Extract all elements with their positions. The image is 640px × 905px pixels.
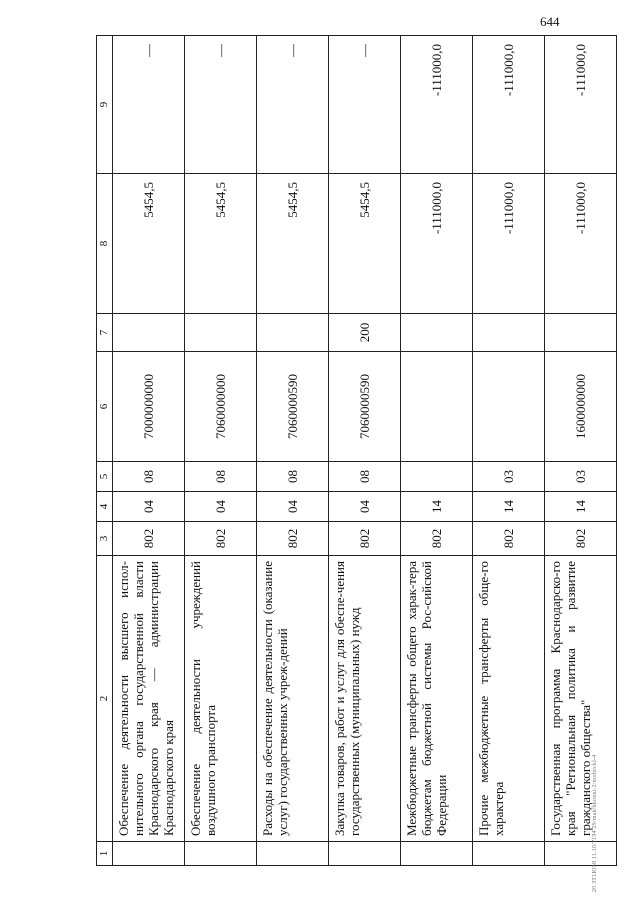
cell-col3: 802 bbox=[113, 522, 185, 556]
cell-col8: 5454,5 bbox=[329, 174, 401, 314]
cell-col8: 5454,5 bbox=[113, 174, 185, 314]
cell-col5: 08 bbox=[113, 462, 185, 492]
cell-col6: 7060000590 bbox=[329, 352, 401, 462]
cell-col7: 200 bbox=[329, 314, 401, 352]
cell-col6 bbox=[473, 352, 545, 462]
table-row bbox=[545, 36, 617, 866]
cell-col9: — bbox=[113, 36, 185, 174]
cell-col5: 03 bbox=[545, 462, 617, 492]
cell-col7 bbox=[545, 314, 617, 352]
cell-description: Расходы на обеспечение деятельности (оказание услуг) государственных учреж-дений bbox=[257, 556, 329, 842]
cell-col6: 7060000590 bbox=[257, 352, 329, 462]
table-row bbox=[113, 36, 185, 866]
column-header-9: 9 bbox=[97, 36, 113, 174]
table-row bbox=[329, 36, 401, 866]
footer-code: 20 ЗТ1Ю58 11.10/7194 29/mak/bkoxni-2/nodieckl-4 bbox=[592, 754, 598, 892]
table-row bbox=[185, 36, 257, 866]
cell-col1 bbox=[545, 842, 617, 866]
column-header-7: 7 bbox=[97, 314, 113, 352]
cell-col8: 5454,5 bbox=[257, 174, 329, 314]
cell-col6: 7000000000 bbox=[113, 352, 185, 462]
cell-col5: 08 bbox=[185, 462, 257, 492]
column-header-5: 5 bbox=[97, 462, 113, 492]
cell-col7 bbox=[185, 314, 257, 352]
cell-description: Государственная программа Краснодарско-го края "Региональная политика и развитие гражданского общества" bbox=[545, 556, 617, 842]
cell-col1 bbox=[113, 842, 185, 866]
cell-col3: 802 bbox=[401, 522, 473, 556]
cell-col8: -111000,0 bbox=[401, 174, 473, 314]
table-row bbox=[473, 36, 545, 866]
column-header-6: 6 bbox=[97, 352, 113, 462]
cell-col3: 802 bbox=[329, 522, 401, 556]
cell-col8: 5454,5 bbox=[185, 174, 257, 314]
cell-col5 bbox=[401, 462, 473, 492]
cell-col9: -111000,0 bbox=[401, 36, 473, 174]
rotated-table-container bbox=[96, 36, 612, 866]
cell-description: Закупка товаров, работ и услуг для обеспе-чения государственных (муниципальных) нужд bbox=[329, 556, 401, 842]
budget-table bbox=[96, 35, 617, 866]
column-header-4: 4 bbox=[97, 492, 113, 522]
cell-col7 bbox=[401, 314, 473, 352]
cell-col7 bbox=[257, 314, 329, 352]
cell-col3: 802 bbox=[185, 522, 257, 556]
cell-col5: 03 bbox=[473, 462, 545, 492]
page-number: 644 bbox=[540, 14, 560, 29]
cell-col4: 04 bbox=[257, 492, 329, 522]
column-header-8: 8 bbox=[97, 174, 113, 314]
cell-description: Прочие межбюджетные трансферты обще-го характера bbox=[473, 556, 545, 842]
cell-col6 bbox=[401, 352, 473, 462]
table-row bbox=[257, 36, 329, 866]
cell-col9: — bbox=[185, 36, 257, 174]
cell-col1 bbox=[257, 842, 329, 866]
cell-col7 bbox=[113, 314, 185, 352]
cell-col9: -111000,0 bbox=[545, 36, 617, 174]
cell-col9: -111000,0 bbox=[473, 36, 545, 174]
cell-col9: — bbox=[257, 36, 329, 174]
cell-col1 bbox=[185, 842, 257, 866]
cell-col8: -111000,0 bbox=[473, 174, 545, 314]
cell-col5: 08 bbox=[329, 462, 401, 492]
cell-col1 bbox=[473, 842, 545, 866]
table-row bbox=[401, 36, 473, 866]
cell-col1 bbox=[329, 842, 401, 866]
cell-col4: 04 bbox=[113, 492, 185, 522]
cell-col4: 14 bbox=[473, 492, 545, 522]
cell-col6: 1600000000 bbox=[545, 352, 617, 462]
cell-col1 bbox=[401, 842, 473, 866]
cell-col3: 802 bbox=[545, 522, 617, 556]
cell-col9: — bbox=[329, 36, 401, 174]
cell-col4: 04 bbox=[185, 492, 257, 522]
column-header-2: 2 bbox=[97, 556, 113, 842]
cell-col3: 802 bbox=[473, 522, 545, 556]
cell-col4: 04 bbox=[329, 492, 401, 522]
column-header-1: 1 bbox=[97, 842, 113, 866]
header-row bbox=[97, 36, 113, 866]
column-header-3: 3 bbox=[97, 522, 113, 556]
cell-description: Обеспечение деятельности высшего испол-нительного органа государственной власти Краснодарского края — администрации Краснодарского края bbox=[113, 556, 185, 842]
cell-col4: 14 bbox=[545, 492, 617, 522]
cell-col7 bbox=[473, 314, 545, 352]
cell-col8: -111000,0 bbox=[545, 174, 617, 314]
cell-description: Обеспечение деятельности учреждений воздушного транспорта bbox=[185, 556, 257, 842]
cell-col6: 7060000000 bbox=[185, 352, 257, 462]
cell-col4: 14 bbox=[401, 492, 473, 522]
cell-col3: 802 bbox=[257, 522, 329, 556]
cell-col5: 08 bbox=[257, 462, 329, 492]
cell-description: Межбюджетные трансферты общего харак-тера бюджетам бюджетной системы Рос-сийской Федерации bbox=[401, 556, 473, 842]
